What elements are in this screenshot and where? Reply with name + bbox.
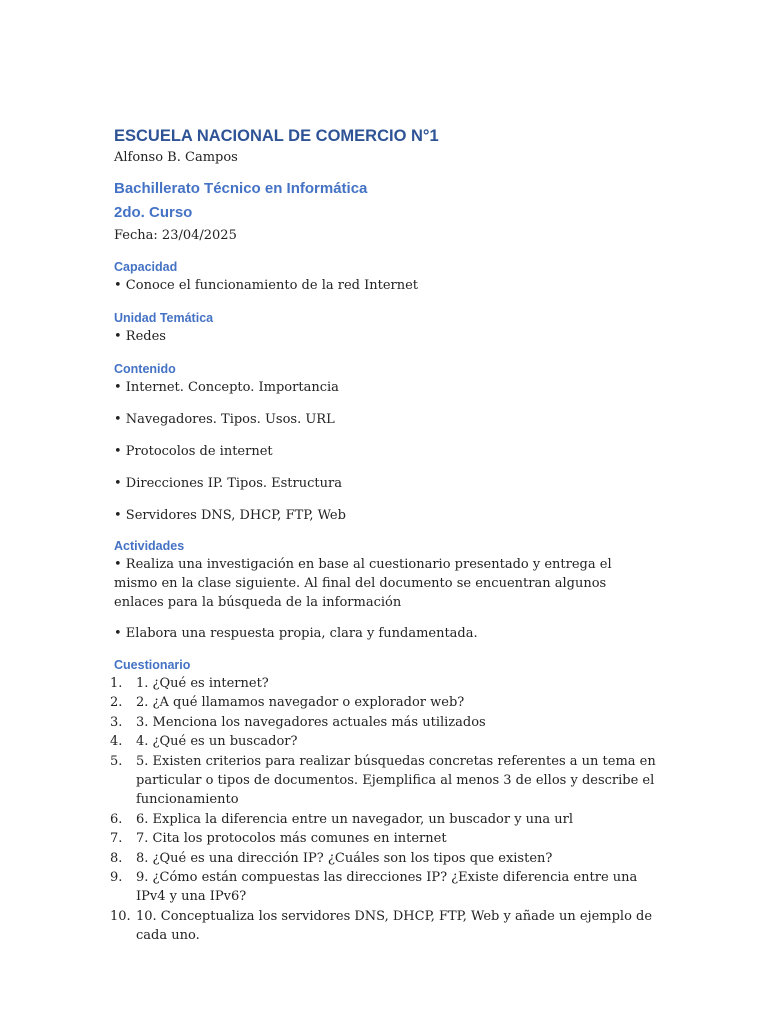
cuestionario-heading: Cuestionario [114, 658, 191, 672]
list-item [110, 829, 659, 848]
question-text: 6. Explica la diferencia entre un navegador, un buscador y una url [136, 811, 574, 827]
list-item [110, 693, 659, 712]
question-text: 4. ¿Qué es un buscador? [136, 734, 298, 750]
date-line: Fecha: 23/04/2025 [114, 228, 237, 243]
question-text: 9. ¿Cómo están compuestas las direcciones IP? ¿Existe diferencia entre una IPv4 y una IPv6? [136, 870, 638, 905]
question-text: 7. Cita los protocolos más comunes en internet [136, 831, 447, 847]
question-number: 8. [110, 850, 123, 866]
document-page [110, 126, 659, 946]
contenido-heading: Contenido [114, 362, 176, 376]
list-item [110, 752, 659, 810]
unidad-item: • Redes [114, 329, 166, 344]
contenido-item: • Protocolos de internet [114, 444, 273, 459]
actividades-item: • Realiza una investigación en base al cuestionario presentado y entrega el mismo en la clase siguiente. Al final del documento se encuentran algunos enlaces para la búsqueda de la información [114, 557, 612, 610]
question-text: 2. ¿A qué llamamos navegador o explorador web? [136, 695, 465, 711]
list-item [110, 674, 659, 693]
question-number: 1. [110, 676, 123, 691]
question-text: 8. ¿Qué es una dirección IP? ¿Cuáles son los tipos que existen? [136, 850, 553, 866]
unidad-heading: Unidad Temática [114, 311, 214, 325]
capacidad-item: • Conoce el funcionamiento de la red Internet [114, 278, 419, 293]
contenido-item: • Internet. Concepto. Importancia [114, 380, 339, 395]
list-item [110, 907, 659, 946]
question-text: 3. Menciona los navegadores actuales más utilizados [136, 714, 486, 730]
question-number: 10. [110, 908, 131, 924]
course-title: 2do. Curso [114, 204, 193, 221]
list-item [110, 732, 659, 751]
list-item [110, 868, 659, 907]
question-number: 2. [110, 695, 123, 711]
question-list [110, 674, 659, 946]
question-text: 1. ¿Qué es internet? [136, 676, 269, 691]
contenido-item: • Servidores DNS, DHCP, FTP, Web [114, 508, 346, 523]
list-item [110, 810, 659, 829]
question-number: 9. [110, 870, 123, 886]
question-number: 3. [110, 714, 123, 730]
list-item [110, 713, 659, 732]
capacidad-heading: Capacidad [114, 260, 178, 274]
school-title: ESCUELA NACIONAL DE COMERCIO N°1 [114, 127, 439, 145]
list-item [110, 849, 659, 868]
person-name: Alfonso B. Campos [114, 150, 238, 165]
program-title: Bachillerato Técnico en Informática [114, 180, 368, 197]
actividades-item: • Elabora una respuesta propia, clara y fundamentada. [114, 626, 478, 641]
question-number: 7. [110, 831, 123, 847]
question-number: 4. [110, 734, 123, 750]
question-text: 10. Conceptualiza los servidores DNS, DHCP, FTP, Web y añade un ejemplo de cada uno. [136, 908, 653, 944]
question-text: 5. Existen criterios para realizar búsquedas concretas referentes a un tema en particular o tipos de documentos. Ejemplifica al menos 3 de ellos y describe el funcionamiento [136, 753, 656, 808]
contenido-item: • Direcciones IP. Tipos. Estructura [114, 476, 342, 491]
question-number: 6. [110, 811, 123, 827]
actividades-heading: Actividades [114, 539, 185, 553]
question-number: 5. [110, 753, 123, 769]
contenido-item: • Navegadores. Tipos. Usos. URL [114, 412, 335, 427]
